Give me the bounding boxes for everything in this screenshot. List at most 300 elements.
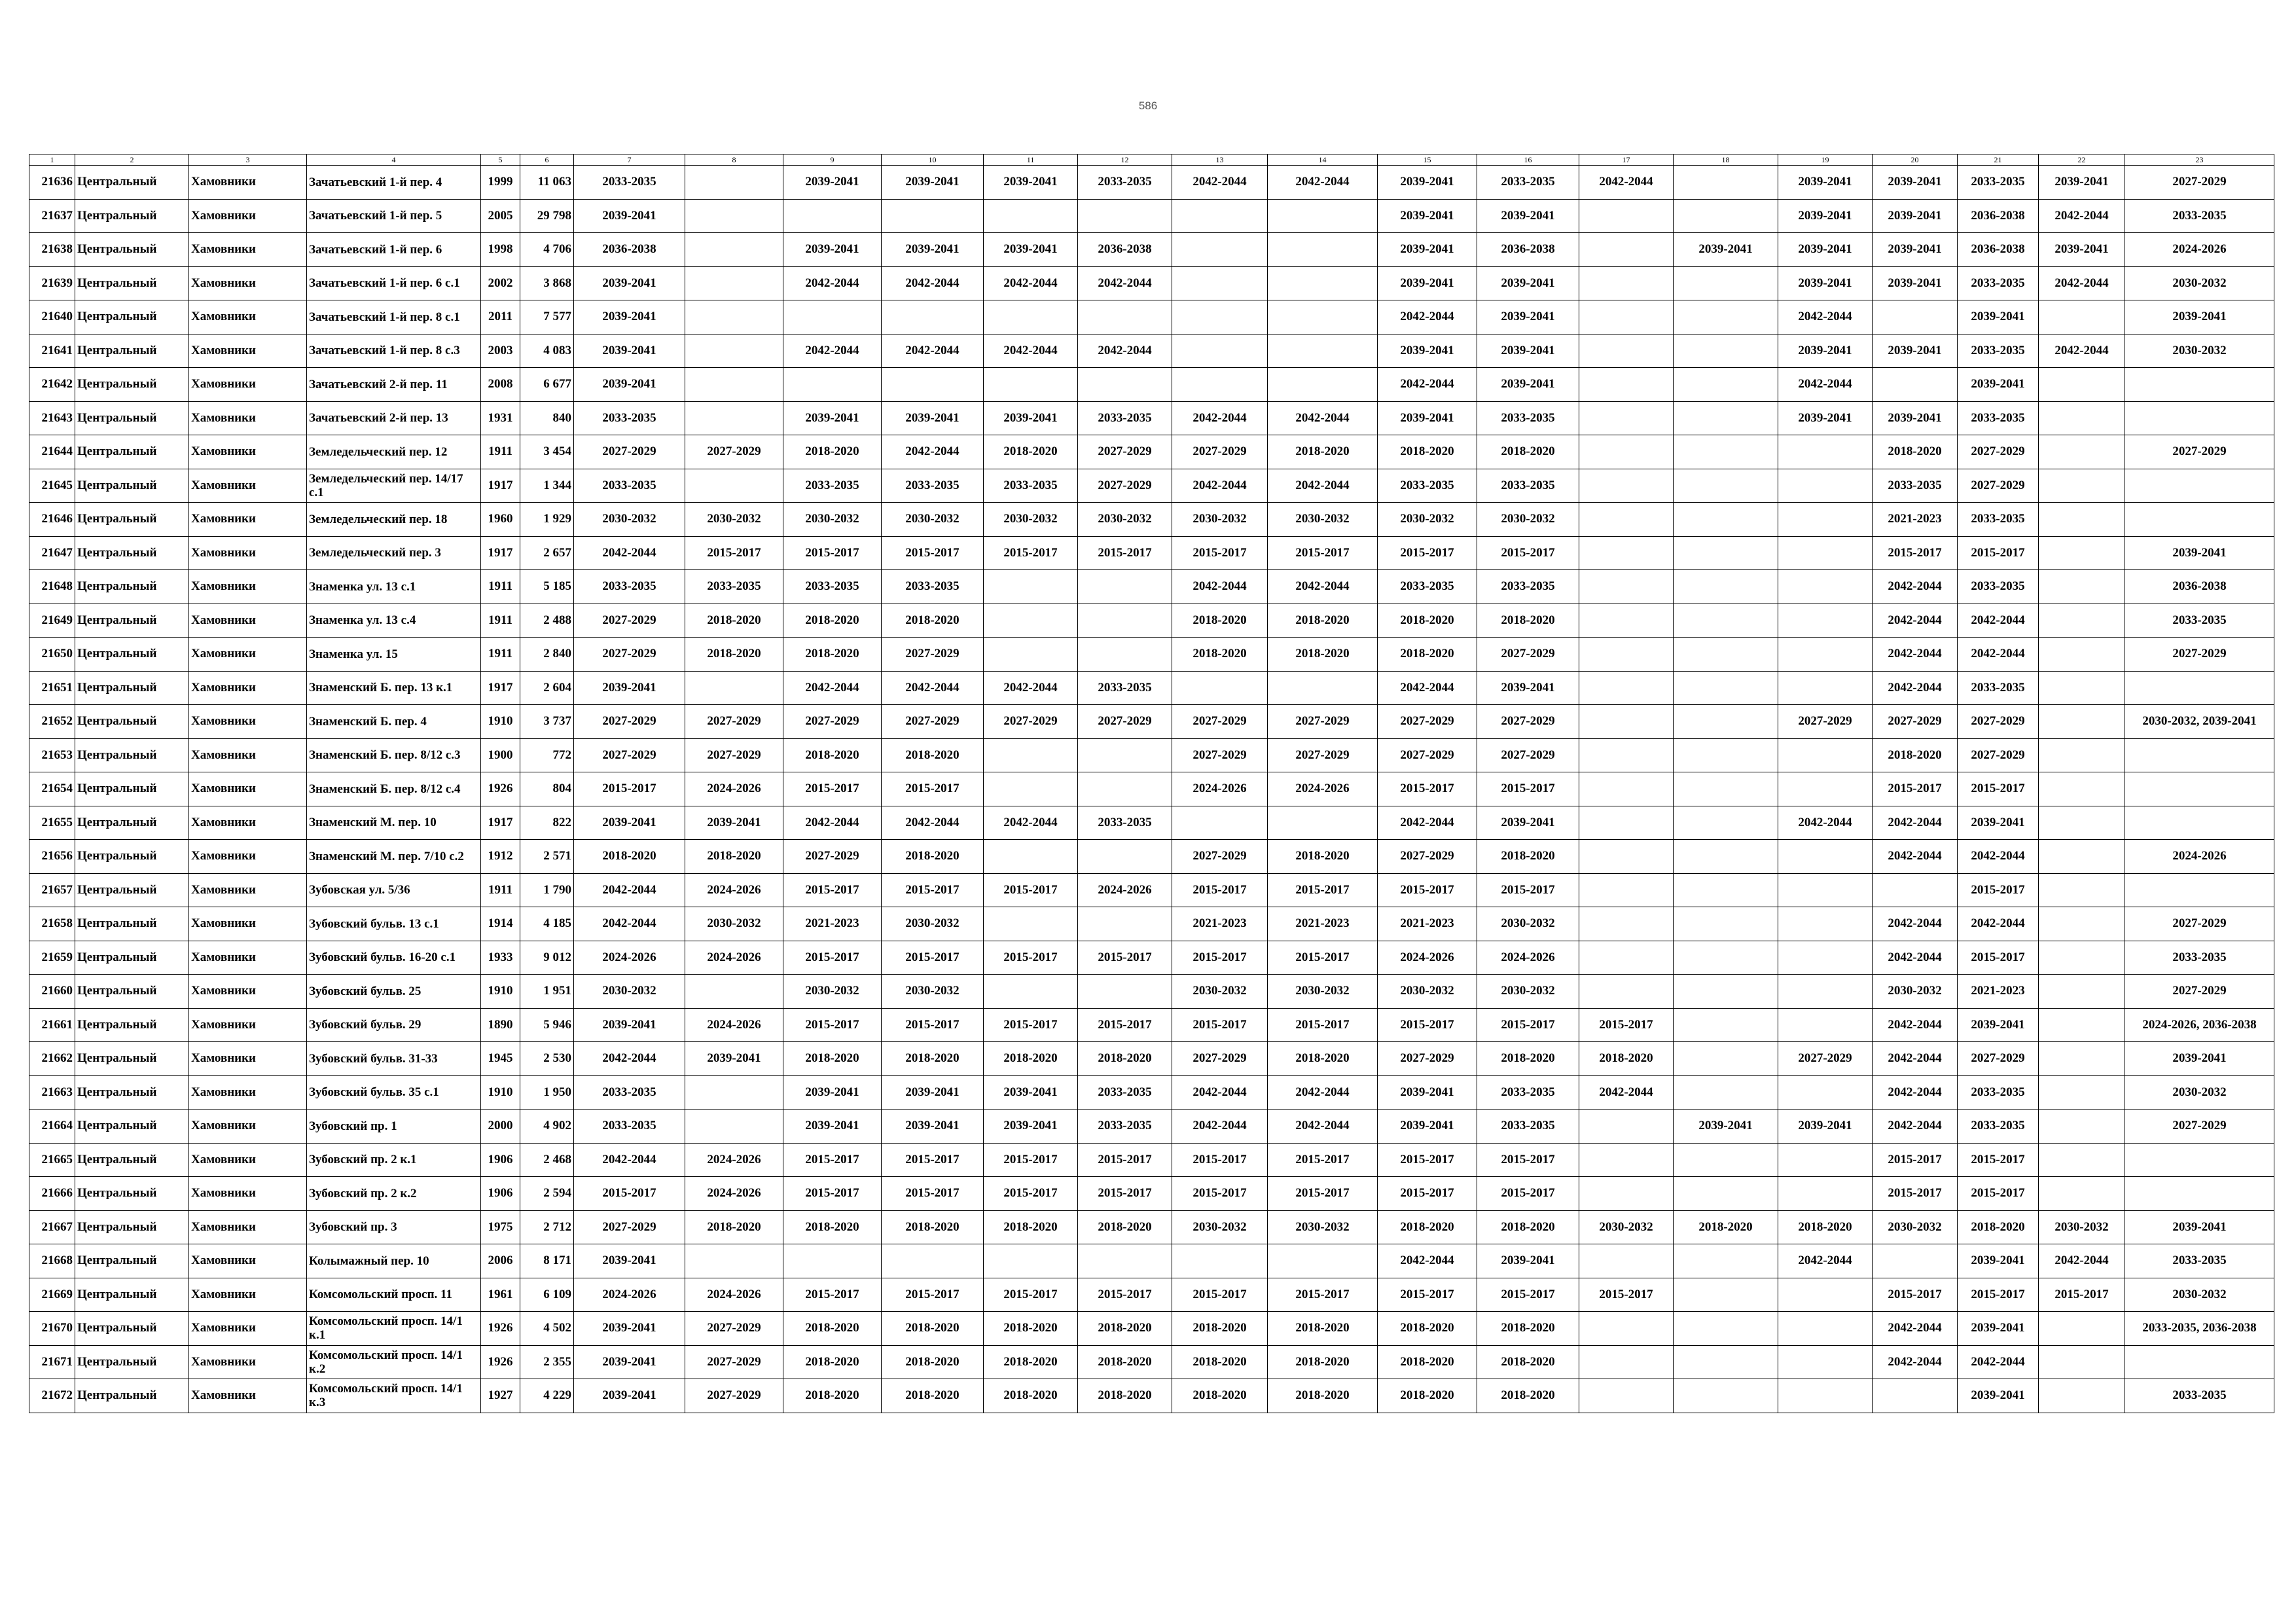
- table-cell: [1674, 1075, 1778, 1110]
- table-cell: Хамовники: [189, 738, 307, 772]
- table-cell: 2042-2044: [2039, 334, 2125, 368]
- table-cell: 2042-2044: [1778, 300, 1873, 334]
- table-cell: [685, 401, 783, 435]
- table-cell: 2018-2020: [1268, 1379, 1378, 1413]
- table-cell: 2027-2029: [574, 738, 685, 772]
- table-cell: 2042-2044: [1778, 1244, 1873, 1278]
- table-cell: 2015-2017: [783, 873, 882, 907]
- table-cell: [1579, 300, 1674, 334]
- table-cell: 2015-2017: [574, 1177, 685, 1211]
- table-cell: 2021-2023: [1378, 907, 1477, 941]
- table-cell: 2 840: [520, 638, 574, 672]
- table-cell: [1778, 1143, 1873, 1177]
- table-cell: 5 185: [520, 570, 574, 604]
- table-cell: 2015-2017: [1172, 1143, 1268, 1177]
- table-cell: 2027-2029: [574, 435, 685, 469]
- table-cell: [1674, 266, 1778, 300]
- table-cell: 1917: [481, 806, 520, 840]
- table-cell: 2018-2020: [1873, 435, 1958, 469]
- table-cell: Центральный: [75, 840, 189, 874]
- table-cell: 2015-2017: [1268, 536, 1378, 570]
- table-cell: 2042-2044: [1958, 907, 2039, 941]
- column-number-header: 14: [1268, 154, 1378, 166]
- table-cell: [1778, 840, 1873, 874]
- table-cell: Зачатьевский 1-й пер. 6 с.1: [307, 266, 481, 300]
- table-cell: [1579, 401, 1674, 435]
- table-cell: [1579, 1345, 1674, 1379]
- table-cell: 2042-2044: [1873, 1345, 1958, 1379]
- table-cell: [2125, 401, 2274, 435]
- table-cell: 2018-2020: [1378, 435, 1477, 469]
- table-cell: Центральный: [75, 1008, 189, 1042]
- table-cell: [1778, 604, 1873, 638]
- table-cell: 2033-2035: [1078, 401, 1172, 435]
- table-cell: 772: [520, 738, 574, 772]
- table-cell: [1674, 1177, 1778, 1211]
- table-cell: [1579, 1244, 1674, 1278]
- table-cell: 2030-2032: [1873, 975, 1958, 1009]
- table-row: [29, 368, 2274, 402]
- table-cell: [1078, 604, 1172, 638]
- table-cell: [1078, 199, 1172, 233]
- table-cell: Колымажный пер. 10: [307, 1244, 481, 1278]
- table-cell: 2042-2044: [1172, 401, 1268, 435]
- table-cell: 1927: [481, 1379, 520, 1413]
- table-cell: 2018-2020: [1268, 1312, 1378, 1346]
- table-cell: [984, 738, 1078, 772]
- table-cell: 2036-2038: [1958, 199, 2039, 233]
- table-cell: 2030-2032: [1477, 975, 1579, 1009]
- table-cell: 2018-2020: [1078, 1379, 1172, 1413]
- table-cell: 1960: [481, 503, 520, 537]
- table-cell: 2018-2020: [1378, 638, 1477, 672]
- table-cell: 2027-2029: [2125, 638, 2274, 672]
- table-cell: Центральный: [75, 1244, 189, 1278]
- table-cell: [1778, 469, 1873, 503]
- table-cell: 1912: [481, 840, 520, 874]
- table-cell: [1778, 1177, 1873, 1211]
- table-cell: [1674, 840, 1778, 874]
- table-cell: 2033-2035: [2125, 1379, 2274, 1413]
- table-cell: [1873, 873, 1958, 907]
- table-cell: 4 902: [520, 1110, 574, 1144]
- table-cell: [1873, 1244, 1958, 1278]
- table-cell: 21655: [29, 806, 75, 840]
- table-cell: Центральный: [75, 570, 189, 604]
- table-cell: 2036-2038: [1477, 233, 1579, 267]
- table-cell: 2018-2020: [1078, 1042, 1172, 1076]
- table-cell: [2039, 536, 2125, 570]
- table-cell: [1579, 806, 1674, 840]
- table-cell: 2015-2017: [1477, 1008, 1579, 1042]
- table-cell: 2036-2038: [2125, 570, 2274, 604]
- table-cell: [685, 266, 783, 300]
- table-cell: 2018-2020: [783, 1042, 882, 1076]
- table-cell: 2039-2041: [882, 1110, 984, 1144]
- table-cell: 2030-2032: [685, 907, 783, 941]
- table-cell: 21671: [29, 1345, 75, 1379]
- table-cell: 2039-2041: [1477, 334, 1579, 368]
- table-cell: 2042-2044: [1873, 1110, 1958, 1144]
- table-cell: Зубовский бульв. 29: [307, 1008, 481, 1042]
- table-cell: 2015-2017: [783, 1008, 882, 1042]
- table-cell: Хамовники: [189, 334, 307, 368]
- table-cell: [1873, 368, 1958, 402]
- table-cell: [1268, 233, 1378, 267]
- table-cell: 2039-2041: [783, 233, 882, 267]
- table-cell: 2015-2017: [1268, 941, 1378, 975]
- table-cell: [783, 368, 882, 402]
- table-cell: [2125, 469, 2274, 503]
- table-cell: 9 012: [520, 941, 574, 975]
- table-cell: [685, 166, 783, 200]
- column-number-header: 15: [1378, 154, 1477, 166]
- column-number-header: 18: [1674, 154, 1778, 166]
- table-cell: 2027-2029: [1078, 469, 1172, 503]
- table-cell: Зубовский бульв. 13 с.1: [307, 907, 481, 941]
- table-cell: 1 344: [520, 469, 574, 503]
- table-cell: [1172, 671, 1268, 705]
- table-cell: 2033-2035: [1873, 469, 1958, 503]
- table-cell: 2042-2044: [984, 334, 1078, 368]
- table-cell: [1778, 1379, 1873, 1413]
- table-cell: 2015-2017: [1172, 1177, 1268, 1211]
- table-cell: 2039-2041: [783, 401, 882, 435]
- table-cell: 2015-2017: [1958, 536, 2039, 570]
- table-cell: 2030-2032: [984, 503, 1078, 537]
- table-cell: 2027-2029: [1778, 1042, 1873, 1076]
- table-cell: 2027-2029: [574, 604, 685, 638]
- table-cell: [984, 840, 1078, 874]
- table-row: [29, 840, 2274, 874]
- table-cell: [1674, 604, 1778, 638]
- table-cell: 2033-2035: [1078, 671, 1172, 705]
- table-cell: 2033-2035: [1477, 1110, 1579, 1144]
- table-cell: Знаменский М. пер. 7/10 с.2: [307, 840, 481, 874]
- table-cell: [1778, 1075, 1873, 1110]
- table-cell: 2033-2035: [1477, 469, 1579, 503]
- table-cell: 1917: [481, 536, 520, 570]
- table-cell: 2030-2032: [783, 975, 882, 1009]
- column-number-header: 20: [1873, 154, 1958, 166]
- table-row: [29, 1110, 2274, 1144]
- table-row: [29, 300, 2274, 334]
- table-cell: Центральный: [75, 469, 189, 503]
- table-cell: Зубовский бульв. 25: [307, 975, 481, 1009]
- table-cell: 1933: [481, 941, 520, 975]
- table-cell: 2030-2032: [882, 975, 984, 1009]
- table-cell: 2015-2017: [783, 772, 882, 806]
- table-cell: [1579, 738, 1674, 772]
- table-cell: 2042-2044: [1378, 300, 1477, 334]
- table-cell: 2018-2020: [1078, 1345, 1172, 1379]
- table-cell: 2024-2026: [685, 873, 783, 907]
- table-cell: 2018-2020: [783, 1312, 882, 1346]
- table-cell: [984, 638, 1078, 672]
- table-cell: 2042-2044: [882, 806, 984, 840]
- table-cell: 3 737: [520, 705, 574, 739]
- table-cell: Хамовники: [189, 368, 307, 402]
- table-cell: 2039-2041: [783, 1075, 882, 1110]
- column-number-header: 22: [2039, 154, 2125, 166]
- table-cell: 2042-2044: [1873, 570, 1958, 604]
- table-cell: 2042-2044: [1873, 1042, 1958, 1076]
- table-cell: Центральный: [75, 1143, 189, 1177]
- table-cell: Зубовский бульв. 31-33: [307, 1042, 481, 1076]
- table-cell: [1674, 401, 1778, 435]
- table-cell: Зачатьевский 1-й пер. 5: [307, 199, 481, 233]
- table-cell: [1268, 266, 1378, 300]
- table-cell: 2018-2020: [1378, 1379, 1477, 1413]
- table-cell: 2033-2035: [1378, 570, 1477, 604]
- table-cell: 2033-2035: [783, 469, 882, 503]
- table-cell: [1579, 907, 1674, 941]
- table-cell: Хамовники: [189, 1379, 307, 1413]
- table-cell: Зубовский пр. 2 к.1: [307, 1143, 481, 1177]
- table-cell: 2033-2035: [1958, 1110, 2039, 1144]
- table-cell: 2000: [481, 1110, 520, 1144]
- table-cell: [1579, 1177, 1674, 1211]
- table-cell: 2042-2044: [1378, 1244, 1477, 1278]
- table-cell: 2018-2020: [574, 840, 685, 874]
- table-cell: [1674, 199, 1778, 233]
- table-cell: 2015-2017: [984, 1143, 1078, 1177]
- table-cell: Хамовники: [189, 199, 307, 233]
- table-cell: 1961: [481, 1278, 520, 1312]
- table-cell: 2015-2017: [1579, 1278, 1674, 1312]
- table-cell: Хамовники: [189, 166, 307, 200]
- table-cell: 2015-2017: [984, 1008, 1078, 1042]
- table-cell: 2042-2044: [1268, 166, 1378, 200]
- table-cell: [1674, 435, 1778, 469]
- table-cell: 2042-2044: [1873, 806, 1958, 840]
- table-cell: 2039-2041: [2125, 1210, 2274, 1244]
- table-cell: [1674, 1278, 1778, 1312]
- table-cell: 2033-2035: [574, 469, 685, 503]
- table-cell: [1579, 873, 1674, 907]
- table-cell: 2039-2041: [882, 166, 984, 200]
- table-cell: 2027-2029: [1958, 738, 2039, 772]
- table-cell: 1998: [481, 233, 520, 267]
- table-cell: [984, 368, 1078, 402]
- table-cell: 2030-2032: [685, 503, 783, 537]
- table-cell: 2042-2044: [783, 806, 882, 840]
- table-cell: [1778, 907, 1873, 941]
- table-cell: Хамовники: [189, 1244, 307, 1278]
- table-cell: 2015-2017: [1172, 941, 1268, 975]
- table-cell: 2039-2041: [1477, 671, 1579, 705]
- table-row: [29, 233, 2274, 267]
- table-cell: 2015-2017: [984, 536, 1078, 570]
- table-cell: 2033-2035: [1958, 1075, 2039, 1110]
- table-cell: [1674, 1042, 1778, 1076]
- table-cell: 2039-2041: [1778, 233, 1873, 267]
- table-cell: 2021-2023: [1873, 503, 1958, 537]
- column-number-header: 11: [984, 154, 1078, 166]
- table-cell: 2018-2020: [1778, 1210, 1873, 1244]
- table-cell: 2027-2029: [1958, 705, 2039, 739]
- table-cell: 2036-2038: [1958, 233, 2039, 267]
- table-cell: 2018-2020: [1958, 1210, 2039, 1244]
- table-cell: Центральный: [75, 772, 189, 806]
- table-cell: 2039-2041: [1477, 1244, 1579, 1278]
- table-cell: 21643: [29, 401, 75, 435]
- table-row: [29, 1008, 2274, 1042]
- table-cell: 2039-2041: [783, 166, 882, 200]
- table-cell: 2024-2026: [685, 1177, 783, 1211]
- table-cell: 5 946: [520, 1008, 574, 1042]
- table-cell: [2039, 638, 2125, 672]
- table-cell: 2002: [481, 266, 520, 300]
- table-cell: 21661: [29, 1008, 75, 1042]
- table-cell: 2015-2017: [1958, 1177, 2039, 1211]
- table-cell: [2039, 401, 2125, 435]
- table-cell: 2018-2020: [984, 435, 1078, 469]
- table-cell: 2039-2041: [984, 401, 1078, 435]
- table-cell: 2042-2044: [574, 1042, 685, 1076]
- table-cell: 21672: [29, 1379, 75, 1413]
- table-cell: [2039, 705, 2125, 739]
- table-cell: Хамовники: [189, 1312, 307, 1346]
- table-cell: 2039-2041: [1378, 1075, 1477, 1110]
- table-cell: 2042-2044: [574, 536, 685, 570]
- table-cell: 1900: [481, 738, 520, 772]
- table-cell: 2018-2020: [882, 1042, 984, 1076]
- table-cell: 2015-2017: [984, 1177, 1078, 1211]
- table-cell: Хамовники: [189, 604, 307, 638]
- table-cell: [1579, 266, 1674, 300]
- table-cell: 2015-2017: [2039, 1278, 2125, 1312]
- table-cell: [2039, 503, 2125, 537]
- table-cell: 21638: [29, 233, 75, 267]
- table-cell: 2033-2035: [1958, 334, 2039, 368]
- table-cell: [2039, 738, 2125, 772]
- table-cell: 2036-2038: [574, 233, 685, 267]
- table-cell: 2033-2035: [882, 469, 984, 503]
- table-cell: 2042-2044: [574, 873, 685, 907]
- table-cell: 2030-2032: [2125, 334, 2274, 368]
- table-cell: 2015-2017: [1378, 772, 1477, 806]
- table-cell: 2042-2044: [1873, 638, 1958, 672]
- table-cell: [685, 1110, 783, 1144]
- table-cell: Хамовники: [189, 772, 307, 806]
- table-cell: 2021-2023: [1958, 975, 2039, 1009]
- table-cell: 2042-2044: [1958, 1345, 2039, 1379]
- table-cell: 1911: [481, 873, 520, 907]
- table-cell: [2039, 1075, 2125, 1110]
- table-cell: 2021-2023: [783, 907, 882, 941]
- table-cell: [783, 199, 882, 233]
- table-cell: [2039, 873, 2125, 907]
- table-cell: 2015-2017: [1579, 1008, 1674, 1042]
- table-cell: 2039-2041: [1378, 1110, 1477, 1144]
- table-cell: Хамовники: [189, 941, 307, 975]
- table-cell: 2039-2041: [685, 806, 783, 840]
- table-cell: 2027-2029: [685, 435, 783, 469]
- table-cell: [1579, 503, 1674, 537]
- table-cell: 2042-2044: [1873, 1008, 1958, 1042]
- table-cell: 2027-2029: [574, 1210, 685, 1244]
- table-cell: 2024-2026: [2125, 840, 2274, 874]
- table-cell: 2027-2029: [1958, 469, 2039, 503]
- table-cell: Хамовники: [189, 469, 307, 503]
- table-cell: 2039-2041: [984, 166, 1078, 200]
- table-cell: [1674, 941, 1778, 975]
- table-cell: 1926: [481, 1345, 520, 1379]
- table-cell: Земледельческий пер. 14/17 с.1: [307, 469, 481, 503]
- table-row: [29, 705, 2274, 739]
- table-cell: 1931: [481, 401, 520, 435]
- table-cell: 2018-2020: [882, 1210, 984, 1244]
- table-cell: 2033-2035: [1958, 166, 2039, 200]
- table-cell: 2042-2044: [2039, 199, 2125, 233]
- table-cell: 2024-2026: [1172, 772, 1268, 806]
- table-cell: 2018-2020: [882, 1379, 984, 1413]
- table-cell: [1674, 738, 1778, 772]
- table-cell: 2027-2029: [984, 705, 1078, 739]
- table-cell: 2015-2017: [1268, 1278, 1378, 1312]
- table-cell: 21642: [29, 368, 75, 402]
- table-cell: [2039, 435, 2125, 469]
- table-cell: 2024-2026: [1477, 941, 1579, 975]
- table-cell: Хамовники: [189, 401, 307, 435]
- column-number-header: 9: [783, 154, 882, 166]
- table-cell: 2015-2017: [1078, 536, 1172, 570]
- table-cell: [1268, 334, 1378, 368]
- table-row: [29, 772, 2274, 806]
- table-cell: 2018-2020: [984, 1042, 1078, 1076]
- table-cell: 2030-2032: [1172, 975, 1268, 1009]
- table-cell: [1778, 435, 1873, 469]
- table-cell: 2024-2026: [2125, 233, 2274, 267]
- table-cell: 2030-2032: [1873, 1210, 1958, 1244]
- table-cell: 2018-2020: [1378, 604, 1477, 638]
- table-cell: [1078, 300, 1172, 334]
- table-cell: [1579, 334, 1674, 368]
- table-cell: 2015-2017: [685, 536, 783, 570]
- table-cell: Центральный: [75, 233, 189, 267]
- table-cell: 21654: [29, 772, 75, 806]
- table-cell: 2033-2035: [1078, 806, 1172, 840]
- table-cell: [2125, 806, 2274, 840]
- table-cell: 2042-2044: [1268, 1075, 1378, 1110]
- table-row: [29, 1345, 2274, 1379]
- table-cell: Комсомольский просп. 11: [307, 1278, 481, 1312]
- table-cell: 21637: [29, 199, 75, 233]
- table-cell: 2033-2035: [882, 570, 984, 604]
- table-cell: [1674, 469, 1778, 503]
- table-cell: 2042-2044: [1873, 1312, 1958, 1346]
- table-cell: 3 454: [520, 435, 574, 469]
- table-cell: 2042-2044: [1873, 604, 1958, 638]
- table-cell: 2039-2041: [2125, 300, 2274, 334]
- table-cell: [1172, 233, 1268, 267]
- table-cell: 2015-2017: [1268, 1143, 1378, 1177]
- table-cell: 4 502: [520, 1312, 574, 1346]
- table-cell: 2039-2041: [2125, 1042, 2274, 1076]
- table-cell: 2018-2020: [1477, 1042, 1579, 1076]
- table-cell: 2042-2044: [882, 435, 984, 469]
- table-cell: 2018-2020: [783, 604, 882, 638]
- table-cell: 2030-2032: [1078, 503, 1172, 537]
- table-cell: 2039-2041: [1477, 199, 1579, 233]
- table-cell: 2024-2026: [574, 1278, 685, 1312]
- table-cell: [1579, 469, 1674, 503]
- table-cell: Хамовники: [189, 840, 307, 874]
- table-cell: 2030-2032: [1268, 975, 1378, 1009]
- table-cell: 2039-2041: [574, 1379, 685, 1413]
- table-cell: 2018-2020: [984, 1345, 1078, 1379]
